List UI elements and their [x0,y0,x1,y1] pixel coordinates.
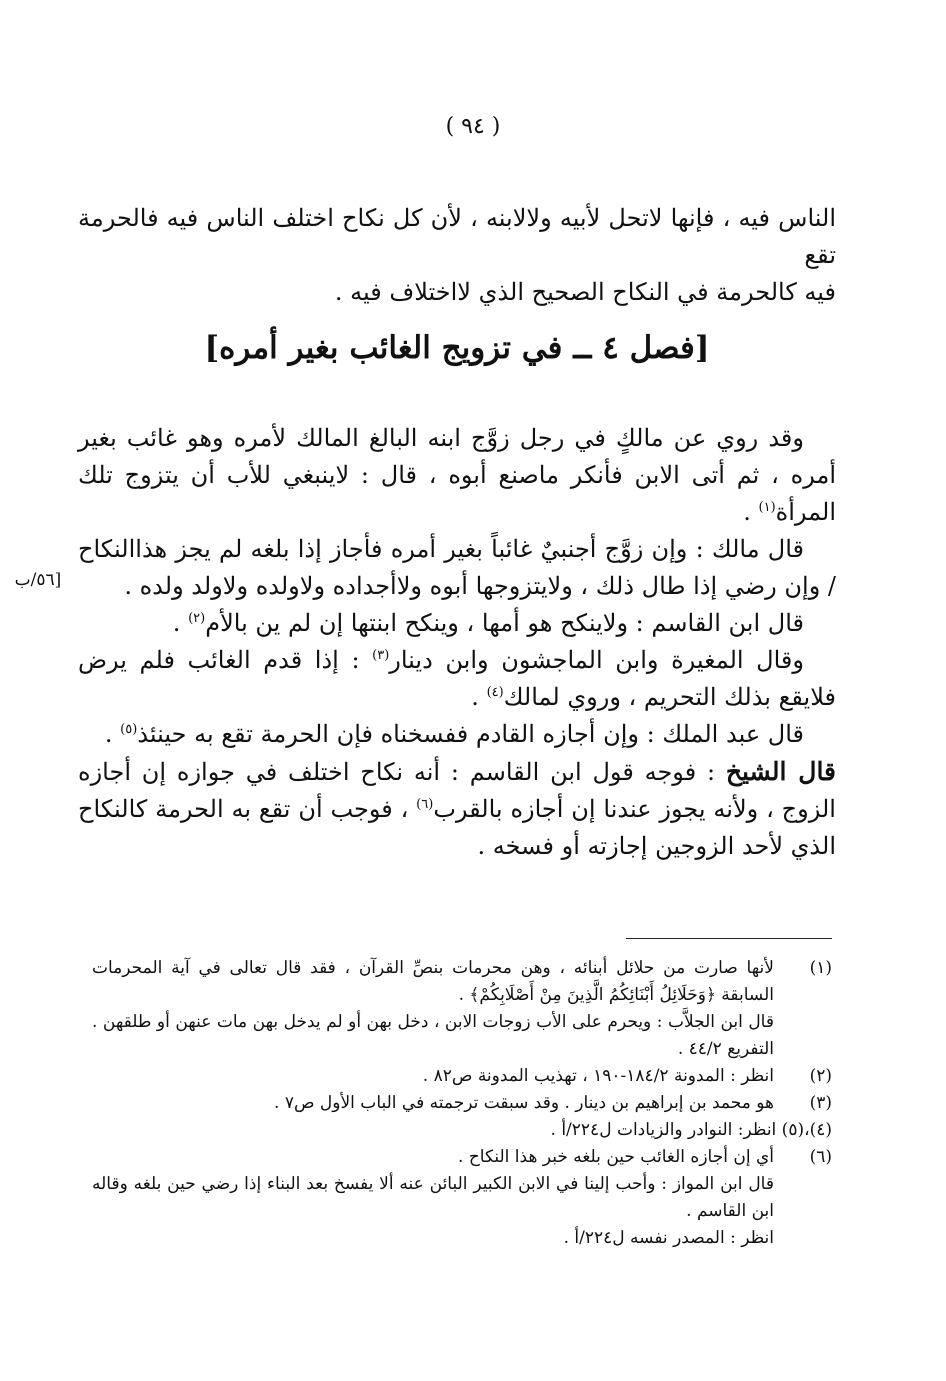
section-body [78,420,836,865]
paragraph-4-text: وقال المغيرة وابن الماجشون وابن دينار [389,646,804,674]
footnote-1-body [92,955,774,1063]
footnote-6-line-3: انظر : المصدر نفسه ل٢٢٤/أ . [563,1228,774,1248]
paragraph-6-lead: قال الشيخ [725,757,837,786]
paragraph-1-end: . [743,498,759,526]
footnote-2-number: (٢) [809,1066,832,1086]
paragraph-5-end: . [104,720,121,748]
section-heading: [فصل ٤ ــ في تزويج الغائب بغير أمره] [204,330,710,366]
footnote-4-5: (٤)،(٥) انظر: النوادر والزيادات ل٢٢٤/أ . [550,1120,832,1140]
footnote-ref-2[interactable]: (٢) [188,611,206,626]
footnote-3 [92,1090,832,1117]
footnote-1-line-2: قال ابن الجلاَّب : ويحرم على الأب زوجات الابن ، دخل بهن أو لم يدخل بهن مات عنهن أو طلقهن . التفريع ٤٤/٢ . [92,1012,774,1059]
paragraph-4-end: . [471,683,487,711]
footnote-ref-1[interactable]: (١) [758,500,776,515]
footnote-1-line-1: لأنها صارت من حلائل أبنائه ، وهن محرمات بنصِّ القرآن ، فقد قال تعالى في آية المحرمات السابقة ﴿وَحَلَائِلُ أَبْنَائِكُمُ الَّذِينَ مِنْ أَصْلَابِكُمْ﴾ . [92,958,774,1005]
paragraph-6-end: ، فوجب أن تقع به الحرمة كالنكاح الذي لأحد الزوجين إجازته أو فسخه . [78,795,836,860]
footnote-ref-3[interactable]: (٣) [372,648,390,663]
footnote-ref-4[interactable]: (٤) [486,685,504,700]
paragraph-2-text: قال مالك : وإن زوَّج أجنبيٌ غائباً بغير أمره فأجاز إذا بلغه لم يجز هذاالنكاح / وإن رضي إذا طال ذلك ، ولايتزوجها أبوه ولاأجداده ولاولده ولاولد ولده . [78,535,836,600]
footnote-2 [92,1063,832,1090]
paragraph-1 [78,420,836,531]
paragraph-4 [78,642,836,716]
footnote-1-number: (١) [809,958,832,978]
footnotes [92,955,832,1252]
page-number: ( ٩٤ ) [445,114,501,139]
footnote-3-number: (٣) [809,1093,832,1113]
paragraph-3 [78,605,836,642]
footnote-6-line-1: أي إن أجازه الغائب حين بلغه خبر هذا النكاح . [458,1147,774,1167]
footnote-1 [92,955,832,1063]
paragraph-5 [78,716,836,753]
intro-line-2: فيه كالحرمة في النكاح الصحيح الذي لااختلاف فيه . [334,278,836,306]
paragraph-1-text: وقد روي عن مالكٍ في رجل زوَّج ابنه البالغ المالك لأمره وهو غائب بغير أمره ، ثم أتى الابن فأنكر ماصنع أبوه ، قال : لاينبغي للأب أن يتزوج تلك المرأة [78,424,836,526]
footnote-separator [626,938,832,939]
paragraph-2 [78,531,836,605]
footnote-6-line-2: قال ابن المواز : وأحب إلينا في الابن الكبير البائن عنه ألا يفسخ بعد البناء إذا رضي حين بلغه وقاله ابن القاسم . [92,1174,774,1221]
paragraph-5-text: قال عبد الملك : وإن أجازه القادم ففسخناه فإن الحرمة تقع به حينئذ [137,720,804,748]
footnote-6-number: (٦) [809,1147,832,1167]
footnote-3-body: هو محمد بن إبراهيم بن دينار . وقد سبقت ترجمته في الباب الأول ص٧ . [274,1093,774,1113]
footnote-ref-6[interactable]: (٦) [416,797,434,812]
footnote-6 [92,1144,832,1252]
manuscript-folio-note: [٥٦/ب [14,570,62,590]
footnote-ref-5[interactable]: (٥) [120,722,138,737]
paragraph-3-text: قال ابن القاسم : ولاينكح هو أمها ، وينكح ابنتها إن لم ين بالأم [205,609,804,637]
paragraph-4-mid: : إذا قدم الغائب فلم يرض فلايقع بذلك التحريم ، وروي لمالك [78,646,836,711]
intro-line-1: الناس فيه ، فإنها لاتحل لأبيه ولالابنه ، لأن كل نكاح اختلف الناس فيه فالحرمة تقع [78,204,836,269]
intro-text [78,200,836,311]
footnote-6-body [92,1144,774,1252]
paragraph-6-text: : فوجه قول ابن القاسم : أنه نكاح اختلف في جوازه إن أجازه الزوج ، ولأنه يجوز عندنا إن أجازه بالقرب [78,758,836,823]
footnote-2-body: انظر : المدونة ١٨٤/٢-١٩٠ ، تهذيب المدونة ص٨٢ . [422,1066,774,1086]
paragraph-6 [78,753,836,865]
paragraph-3-end: . [172,609,189,637]
